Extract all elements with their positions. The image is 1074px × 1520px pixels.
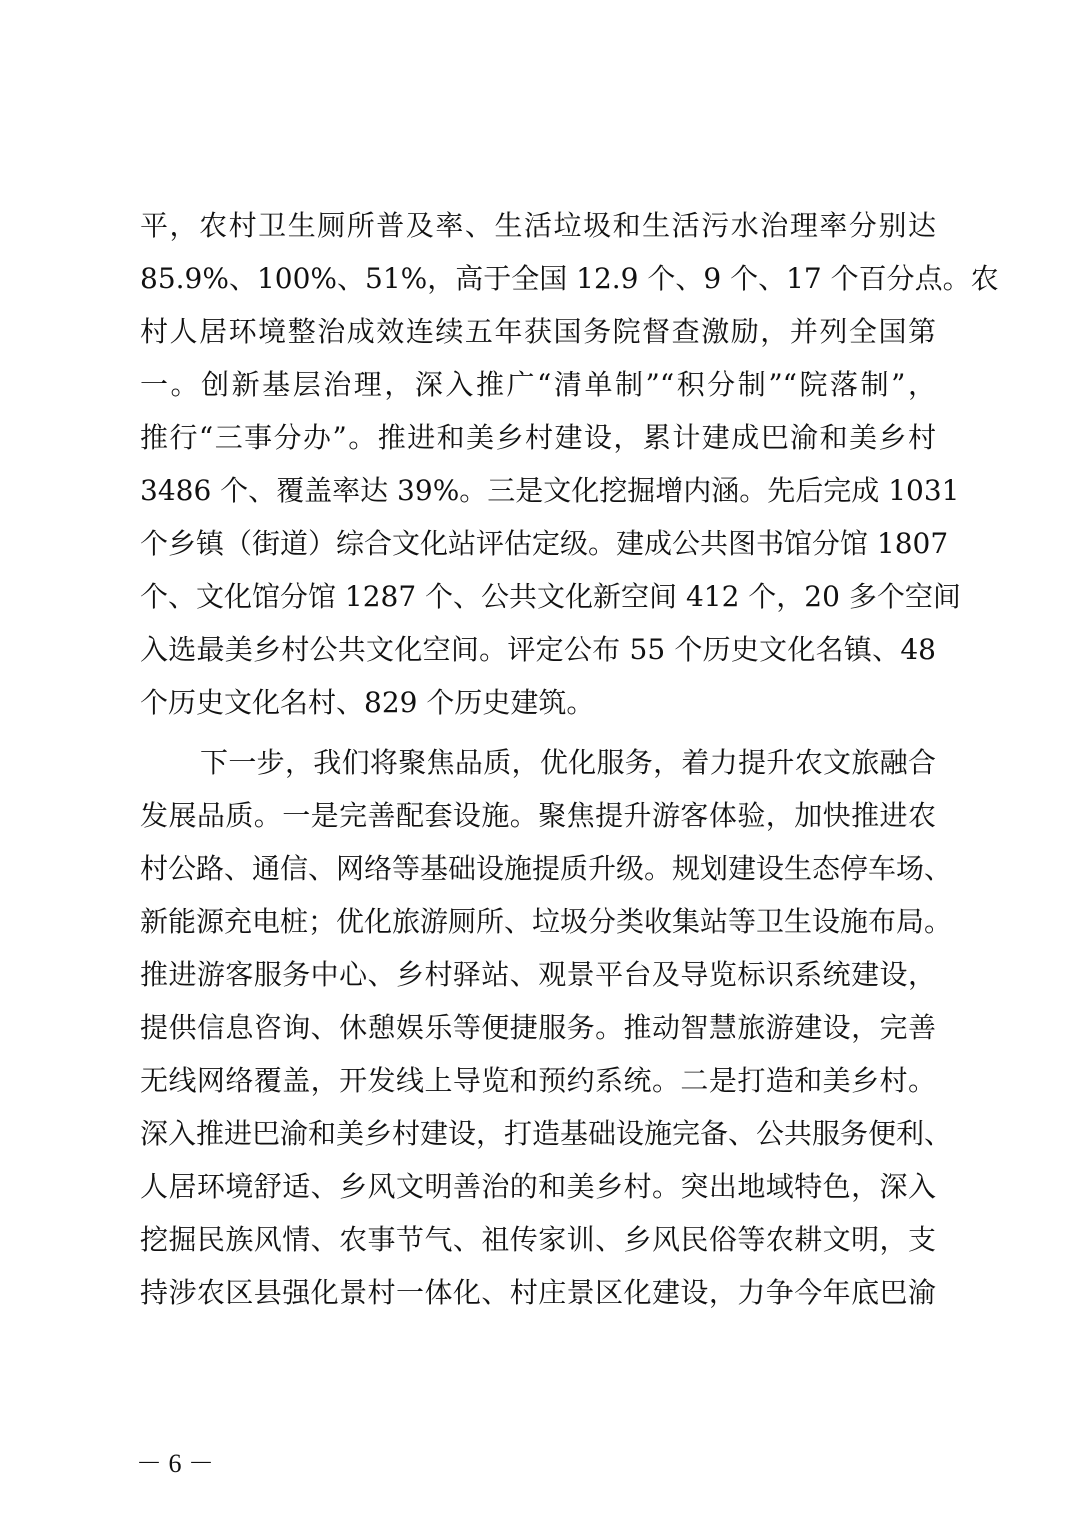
text-line: 挖掘民族风情、农事节气、祖传家训、乡风民俗等农耕文明，支 [140, 1223, 936, 1256]
text-line: 提供信息咨询、休憩娱乐等便捷服务。推动智慧旅游建设，完善 [140, 1011, 936, 1044]
text-line: 下一步，我们将聚焦品质，优化服务，着力提升农文旅融合 [200, 746, 936, 779]
text-line: 入选最美乡村公共文化空间。评定公布 55 个历史文化名镇、48 [140, 633, 936, 666]
text-line: 平，农村卫生厕所普及率、生活垃圾和生活污水治理率分别达 [140, 209, 936, 242]
text-line: 发展品质。一是完善配套设施。聚焦提升游客体验，加快推进农 [140, 799, 936, 832]
text-line: 村人居环境整治成效连续五年获国务院督查激励，并列全国第 [140, 315, 936, 348]
text-line: 个、文化馆分馆 1287 个、公共文化新空间 412 个，20 多个空间 [140, 580, 961, 613]
text-line: 个历史文化名村、829 个历史建筑。 [140, 686, 595, 719]
page-number: － 6 － [136, 1449, 215, 1478]
text-line: 85.9%、100%、51%，高于全国 12.9 个、9 个、17 个百分点。农 [140, 262, 999, 295]
text-line: 推进游客服务中心、乡村驿站、观景平台及导览标识系统建设， [140, 958, 936, 991]
text-line: 持涉农区县强化景村一体化、村庄景区化建设，力争今年底巴渝 [140, 1276, 936, 1309]
text-line: 新能源充电桩；优化旅游厕所、垃圾分类收集站等卫生设施布局。 [140, 905, 953, 938]
text-line: 人居环境舒适、乡风文明善治的和美乡村。突出地域特色，深入 [140, 1170, 936, 1203]
text-line: 深入推进巴渝和美乡村建设，打造基础设施完备、公共服务便利、 [140, 1117, 953, 1150]
text-line: 一。创新基层治理，深入推广“清单制”“积分制”“院落制”， [140, 368, 936, 401]
text-line: 3486 个、覆盖率达 39%。三是文化挖掘增内涵。先后完成 1031 [140, 474, 960, 507]
text-line: 个乡镇（街道）综合文化站评估定级。建成公共图书馆分馆 1807 [140, 527, 949, 560]
text-line: 推行“三事分办”。推进和美乡村建设，累计建成巴渝和美乡村 [140, 421, 936, 454]
text-line: 无线网络覆盖，开发线上导览和预约系统。二是打造和美乡村。 [140, 1064, 936, 1097]
text-line: 村公路、通信、网络等基础设施提质升级。规划建设生态停车场、 [140, 852, 953, 885]
